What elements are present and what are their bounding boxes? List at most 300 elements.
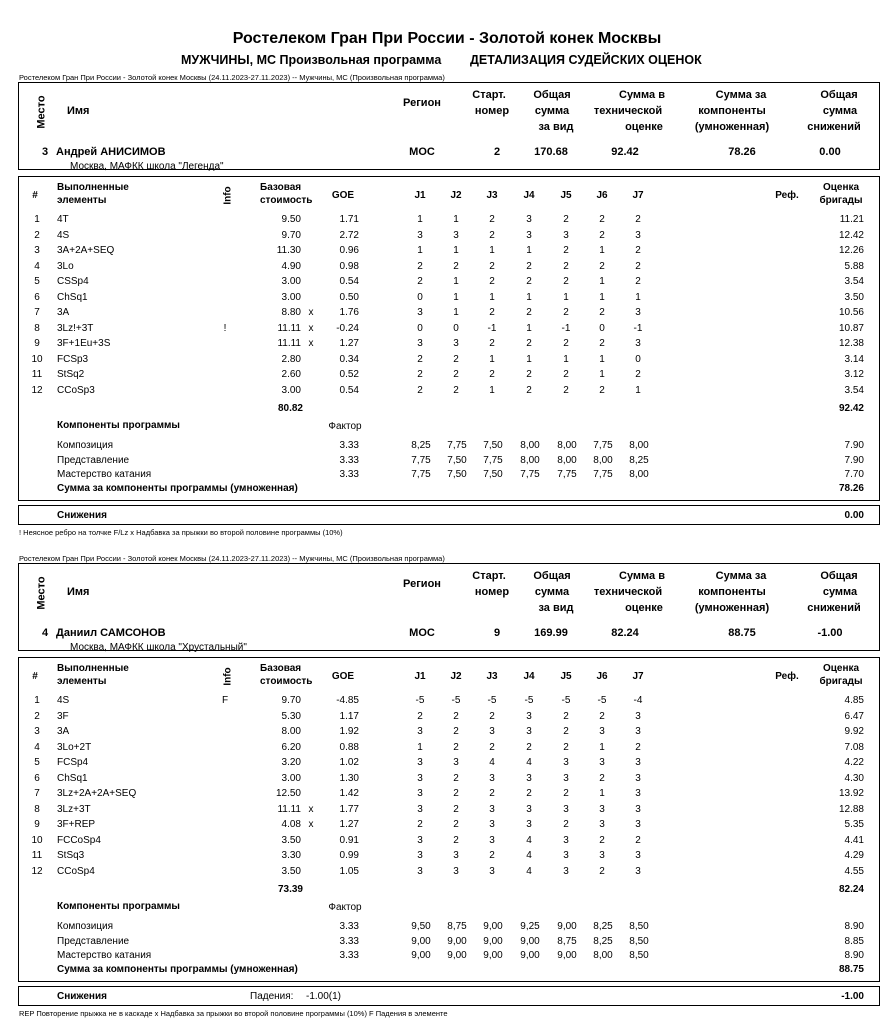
report-subtitle-2: ДЕТАЛИЗАЦИЯ СУДЕЙСКИХ ОЦЕНОК: [470, 53, 702, 67]
judge-score: 3: [417, 338, 423, 349]
component-score: 8.90: [844, 950, 864, 961]
judge-score: 3: [526, 229, 532, 241]
element-base-value: 2.60: [281, 369, 301, 380]
goe-header: GOE: [331, 190, 355, 201]
skater-region: МОС: [409, 146, 435, 158]
component-score: 8.85: [844, 935, 864, 947]
element-number: 3: [34, 245, 40, 256]
component-judge-score: 8,75: [447, 921, 467, 932]
judge-score: 2: [563, 741, 569, 753]
judge-score: 3: [453, 229, 459, 241]
component-judge-score: 8,00: [520, 440, 540, 451]
judge-score: 3: [417, 834, 423, 846]
judge-header: J6: [596, 190, 608, 201]
pcs-total-label: Сумма за компоненты программы (умноженная): [57, 483, 298, 494]
element-panel-score: 11.21: [839, 214, 864, 225]
element-number: 1: [34, 214, 40, 225]
element-base-value: 3.00: [281, 276, 301, 287]
judge-score: 2: [599, 307, 605, 318]
element-base-value: 3.00: [281, 772, 301, 784]
falls-label: Падения:: [250, 991, 294, 1002]
element-panel-score: 4.22: [844, 757, 864, 768]
element-code: 3Lz!+3T: [57, 322, 94, 334]
judge-score: 3: [599, 803, 605, 815]
judge-score: 2: [635, 260, 641, 272]
judge-score: 2: [635, 245, 641, 256]
component-factor: 3.33: [339, 440, 359, 451]
base-value-header: Базовая: [260, 663, 302, 674]
elements-header: Выполненные: [57, 663, 129, 674]
judge-score: 2: [635, 276, 641, 287]
element-goe: 1.92: [339, 726, 359, 737]
element-goe: -0.24: [336, 322, 359, 334]
ded-header: сумма: [822, 586, 858, 598]
judge-score: 2: [453, 834, 459, 846]
judge-score: 3: [417, 757, 423, 768]
judge-header: J5: [560, 671, 572, 682]
judge-score: 2: [489, 276, 495, 287]
judge-score: 3: [417, 865, 423, 877]
skater-region: МОС: [409, 627, 435, 639]
element-panel-score: 6.47: [844, 710, 864, 722]
element-number: 9: [34, 338, 40, 349]
judge-score: 3: [526, 726, 532, 737]
element-number: 9: [34, 819, 40, 830]
element-code: 3Lz+2A+2A+SEQ: [57, 788, 137, 799]
element-goe: 1.30: [339, 772, 359, 784]
judge-score: 0: [453, 322, 459, 334]
judge-score: 2: [599, 710, 605, 722]
bonus-mark: x: [308, 307, 314, 318]
component-factor: 3.33: [339, 935, 359, 947]
tes-total: 82.24: [838, 884, 864, 895]
component-judge-score: 8,50: [629, 950, 649, 961]
element-base-value: 11.11: [277, 338, 301, 349]
element-number: 5: [34, 757, 40, 768]
judge-score: 2: [599, 338, 605, 349]
component-judge-score: 9,25: [520, 921, 540, 932]
element-base-value: 4.90: [281, 260, 301, 272]
component-score: 7.90: [844, 454, 864, 466]
judge-score: 2: [563, 788, 569, 799]
judge-score: 2: [526, 384, 532, 396]
component-judge-score: 8,00: [520, 454, 540, 466]
element-code: 3Lo: [57, 260, 74, 272]
element-panel-score: 3.14: [844, 353, 864, 365]
pcs-header: (умноженная): [694, 121, 770, 133]
bonus-mark: x: [308, 322, 314, 334]
judge-score: 3: [635, 788, 641, 799]
component-judge-score: 8,50: [629, 921, 649, 932]
start-header: номер: [474, 105, 510, 117]
judge-score: 2: [526, 338, 532, 349]
base-value-total: 73.39: [277, 884, 303, 895]
judge-score: 3: [599, 819, 605, 830]
deductions-box: [18, 986, 880, 1006]
judge-score: 3: [453, 338, 459, 349]
judge-score: 2: [489, 369, 495, 380]
element-goe: 0.54: [339, 384, 359, 396]
element-panel-score: 4.55: [844, 865, 864, 877]
judge-header: J2: [450, 671, 462, 682]
name-header: Имя: [67, 105, 90, 117]
judge-score: 2: [563, 726, 569, 737]
judge-score: 2: [417, 384, 423, 396]
judge-score: 3: [599, 757, 605, 768]
tes-header: технической: [593, 586, 663, 598]
ded-header: снижений: [807, 121, 861, 133]
element-code: 3A: [57, 726, 70, 737]
judge-score: 0: [417, 322, 423, 334]
component-judge-score: 8,25: [593, 921, 613, 932]
element-number: 10: [31, 834, 43, 846]
component-judge-score: 8,00: [593, 950, 613, 961]
judge-score: 2: [489, 214, 495, 225]
judge-score: 4: [526, 757, 532, 768]
judge-score: -1: [487, 322, 497, 334]
component-name: Представление: [57, 454, 130, 466]
ded-header: снижений: [807, 602, 861, 614]
pcs-header: (умноженная): [694, 602, 770, 614]
component-judge-score: 8,00: [629, 469, 649, 480]
judge-score: 1: [489, 384, 495, 396]
referee-header: Реф.: [775, 190, 799, 201]
component-judge-score: 8,00: [557, 440, 577, 451]
skater-pcs: 88.75: [728, 627, 756, 639]
element-base-value: 3.20: [281, 757, 301, 768]
judge-score: 3: [635, 803, 641, 815]
component-judge-score: 9,00: [483, 921, 503, 932]
judge-header: J2: [450, 190, 462, 201]
element-goe: 0.98: [339, 260, 359, 272]
judge-score: 3: [526, 803, 532, 815]
element-panel-score: 4.29: [844, 850, 864, 861]
skater-place: 3: [41, 146, 49, 158]
element-panel-score: 3.50: [844, 291, 864, 303]
judge-score: 3: [417, 726, 423, 737]
judge-header: J6: [596, 671, 608, 682]
judge-score: 2: [526, 307, 532, 318]
judge-score: 2: [563, 710, 569, 722]
footnote: REP Повторение прыжка не в каскаде x Надбавка за прыжки во второй половине программы (10%) F Падения в элементе: [19, 1009, 448, 1018]
factor-header: Фактор: [328, 902, 362, 913]
judge-score: 2: [599, 772, 605, 784]
judge-score: 2: [526, 788, 532, 799]
element-base-value: 3.00: [281, 384, 301, 396]
event-line: Ростелеком Гран При России - Золотой конек Москвы (24.11.2023-27.11.2023) -- Мужчины, МС (Произвольная программа): [19, 73, 445, 82]
judge-score: 2: [563, 245, 569, 256]
component-score: 7.90: [844, 440, 864, 451]
skater-pcs: 78.26: [728, 146, 756, 158]
judge-score: 2: [599, 214, 605, 225]
judge-score: 1: [453, 307, 459, 318]
judge-score: 1: [599, 276, 605, 287]
judge-score: -1: [633, 322, 643, 334]
judge-score: 3: [453, 757, 459, 768]
judge-score: 1: [635, 291, 641, 303]
judge-score: 1: [599, 245, 605, 256]
judge-score: 2: [489, 788, 495, 799]
judge-score: 3: [526, 772, 532, 784]
judge-score: 4: [489, 757, 495, 768]
judge-score: 3: [489, 819, 495, 830]
judge-score: 2: [453, 710, 459, 722]
judge-score: 2: [453, 803, 459, 815]
tes-header: оценке: [625, 602, 663, 614]
elements-header: элементы: [57, 676, 107, 687]
element-goe: 0.34: [339, 353, 359, 365]
components-header: Компоненты программы: [57, 901, 180, 912]
judge-score: 2: [417, 819, 423, 830]
element-info: F: [221, 695, 229, 706]
ded-header: сумма: [822, 105, 858, 117]
element-panel-score: 12.88: [838, 803, 864, 815]
pcs-header: Сумма за: [715, 89, 767, 101]
judge-score: 2: [635, 214, 641, 225]
component-factor: 3.33: [339, 469, 359, 480]
deductions-label: Снижения: [57, 991, 107, 1002]
element-number: 4: [34, 260, 40, 272]
judge-header: J3: [486, 190, 498, 201]
element-goe: 1.05: [339, 865, 359, 877]
element-number: 6: [34, 291, 40, 303]
skater-deductions: 0.00: [819, 146, 841, 158]
judge-score: 2: [489, 338, 495, 349]
referee-header: Реф.: [775, 671, 799, 682]
deductions-box: [18, 505, 880, 525]
component-judge-score: 7,75: [593, 469, 613, 480]
skater-club: Москва, МАФКК школа "Легенда": [70, 161, 224, 172]
region-header: Регион: [403, 97, 441, 109]
tes-total: 92.42: [838, 403, 864, 414]
judge-header: J4: [523, 190, 535, 201]
element-base-value: 5.30: [281, 710, 301, 722]
skater-name: Даниил САМСОНОВ: [56, 627, 166, 639]
component-name: Мастерство катания: [57, 469, 152, 480]
judge-score: 1: [526, 291, 532, 303]
judge-score: 1: [453, 245, 459, 256]
judge-score: 2: [635, 834, 641, 846]
judge-score: 2: [489, 307, 495, 318]
judge-score: 3: [563, 865, 569, 877]
element-code: 3Lo+2T: [57, 741, 92, 753]
element-panel-score: 12.38: [838, 338, 864, 349]
component-name: Мастерство катания: [57, 950, 152, 961]
judge-score: 4: [526, 850, 532, 861]
element-base-value: 8.00: [281, 726, 301, 737]
element-base-value: 3.50: [281, 834, 301, 846]
element-goe: 0.91: [339, 834, 359, 846]
element-number: 8: [34, 803, 40, 815]
panel-score-header: бригады: [819, 676, 863, 687]
bonus-mark: x: [308, 338, 314, 349]
judge-score: 2: [489, 850, 495, 861]
judge-header: J5: [560, 190, 572, 201]
element-goe: 1.42: [339, 788, 359, 799]
element-code: 3F: [57, 710, 69, 722]
judge-score: 3: [635, 819, 641, 830]
judge-score: 1: [489, 291, 495, 303]
element-code: 4S: [57, 695, 70, 706]
element-number: 2: [34, 710, 40, 722]
judge-score: 2: [489, 710, 495, 722]
element-base-value: 2.80: [281, 353, 301, 365]
judge-score: 3: [489, 726, 495, 737]
element-panel-score: 7.08: [844, 741, 864, 753]
judge-score: 2: [453, 726, 459, 737]
judge-score: 2: [453, 741, 459, 753]
judge-score: 3: [563, 803, 569, 815]
panel-score-header: бригады: [819, 195, 863, 206]
judge-score: 2: [563, 819, 569, 830]
component-factor: 3.33: [339, 950, 359, 961]
element-base-value: 11.11: [277, 803, 301, 815]
component-name: Композиция: [57, 440, 114, 451]
element-panel-score: 3.54: [844, 384, 864, 396]
skater-name: Андрей АНИСИМОВ: [56, 146, 166, 158]
judge-score: 2: [453, 788, 459, 799]
judge-header: J7: [632, 190, 644, 201]
judge-score: 4: [526, 865, 532, 877]
component-judge-score: 9,00: [411, 950, 431, 961]
element-code: 3A+2A+SEQ: [57, 245, 115, 256]
element-panel-score: 4.85: [844, 695, 864, 706]
element-number: 12: [31, 865, 43, 877]
component-score: 7.70: [844, 469, 864, 480]
judge-score: 2: [489, 741, 495, 753]
element-info: !: [223, 322, 227, 334]
element-panel-score: 10.56: [838, 307, 864, 318]
element-number: 8: [34, 322, 40, 334]
judge-score: 3: [489, 834, 495, 846]
base-value-header: стоимость: [260, 676, 313, 687]
judge-score: 2: [453, 260, 459, 272]
component-judge-score: 8,75: [557, 935, 577, 947]
element-goe: 1.17: [339, 710, 359, 722]
judge-score: 3: [635, 726, 641, 737]
element-goe: 0.99: [339, 850, 359, 861]
component-judge-score: 8,00: [593, 454, 613, 466]
judge-score: 1: [526, 245, 532, 256]
judge-score: 1: [599, 369, 605, 380]
judge-score: 2: [599, 260, 605, 272]
judge-score: 3: [563, 757, 569, 768]
judge-score: 2: [526, 741, 532, 753]
component-judge-score: 7,75: [411, 454, 431, 466]
panel-score-header: Оценка: [822, 182, 860, 193]
judge-score: 2: [635, 369, 641, 380]
judge-score: 1: [417, 214, 423, 225]
judge-score: 2: [453, 384, 459, 396]
judge-score: 1: [599, 353, 605, 365]
falls-value: -1.00(1): [306, 991, 342, 1002]
element-goe: -4.85: [336, 695, 359, 706]
component-judge-score: 8,00: [557, 454, 577, 466]
judge-score: 3: [417, 788, 423, 799]
start-header: Старт.: [472, 570, 506, 582]
judge-score: 2: [526, 369, 532, 380]
elements-header: Выполненные: [57, 182, 129, 193]
components-header: Компоненты программы: [57, 420, 180, 431]
component-judge-score: 9,00: [557, 950, 577, 961]
judge-score: 3: [563, 772, 569, 784]
judge-score: -5: [597, 695, 607, 706]
ded-header: Общая: [820, 570, 858, 582]
element-number: 5: [34, 276, 40, 287]
judge-score: 2: [599, 384, 605, 396]
element-base-value: 12.50: [275, 788, 301, 799]
pcs-header: Сумма за: [715, 570, 767, 582]
judge-header: J1: [414, 671, 426, 682]
element-goe: 0.96: [339, 245, 359, 256]
element-number: 7: [34, 307, 40, 318]
judge-score: 2: [526, 276, 532, 287]
pcs-total-value: 88.75: [838, 964, 864, 975]
tss-header: Общая: [533, 89, 571, 101]
element-goe: 2.72: [339, 229, 359, 241]
report-title: Ростелеком Гран При России - Золотой конек Москвы: [232, 30, 662, 47]
tes-header: Сумма в: [619, 89, 665, 101]
judge-score: 2: [453, 369, 459, 380]
judge-score: -1: [561, 322, 571, 334]
judge-score: 3: [563, 229, 569, 241]
component-judge-score: 7,75: [520, 469, 540, 480]
element-code: FCCoSp4: [57, 834, 101, 846]
component-judge-score: 7,75: [483, 454, 503, 466]
judge-score: 2: [417, 353, 423, 365]
component-judge-score: 9,00: [483, 935, 503, 947]
judge-score: -5: [451, 695, 461, 706]
element-code: 4S: [57, 229, 70, 241]
pcs-header: компоненты: [698, 586, 766, 598]
num-header: #: [32, 671, 38, 682]
tes-header: оценке: [625, 121, 663, 133]
judge-score: 3: [453, 850, 459, 861]
pcs-header: компоненты: [698, 105, 766, 117]
judge-score: 2: [453, 819, 459, 830]
judge-score: 1: [563, 291, 569, 303]
element-goe: 1.71: [339, 214, 359, 225]
component-judge-score: 7,50: [447, 454, 467, 466]
component-judge-score: 8,00: [629, 440, 649, 451]
component-judge-score: 7,75: [593, 440, 613, 451]
tss-header: за вид: [538, 602, 574, 614]
element-goe: 0.52: [339, 369, 359, 380]
judge-score: 1: [489, 353, 495, 365]
panel-score-header: Оценка: [822, 663, 860, 674]
judge-score: 1: [526, 353, 532, 365]
element-code: 3F+1Eu+3S: [57, 338, 111, 349]
judge-score: 3: [453, 865, 459, 877]
judge-score: 2: [599, 229, 605, 241]
start-header: Старт.: [472, 89, 506, 101]
judge-score: 2: [489, 229, 495, 241]
element-number: 12: [31, 384, 43, 396]
judge-score: 2: [489, 260, 495, 272]
component-judge-score: 8,25: [629, 454, 649, 466]
num-header: #: [32, 190, 38, 201]
ded-header: Общая: [820, 89, 858, 101]
element-code: 4T: [57, 214, 69, 225]
element-goe: 1.27: [339, 819, 359, 830]
component-judge-score: 7,75: [557, 469, 577, 480]
element-number: 6: [34, 772, 40, 784]
element-code: ChSq1: [57, 772, 88, 784]
judge-header: J3: [486, 671, 498, 682]
judge-score: -5: [561, 695, 571, 706]
element-number: 7: [34, 788, 40, 799]
component-judge-score: 7,50: [483, 440, 503, 451]
